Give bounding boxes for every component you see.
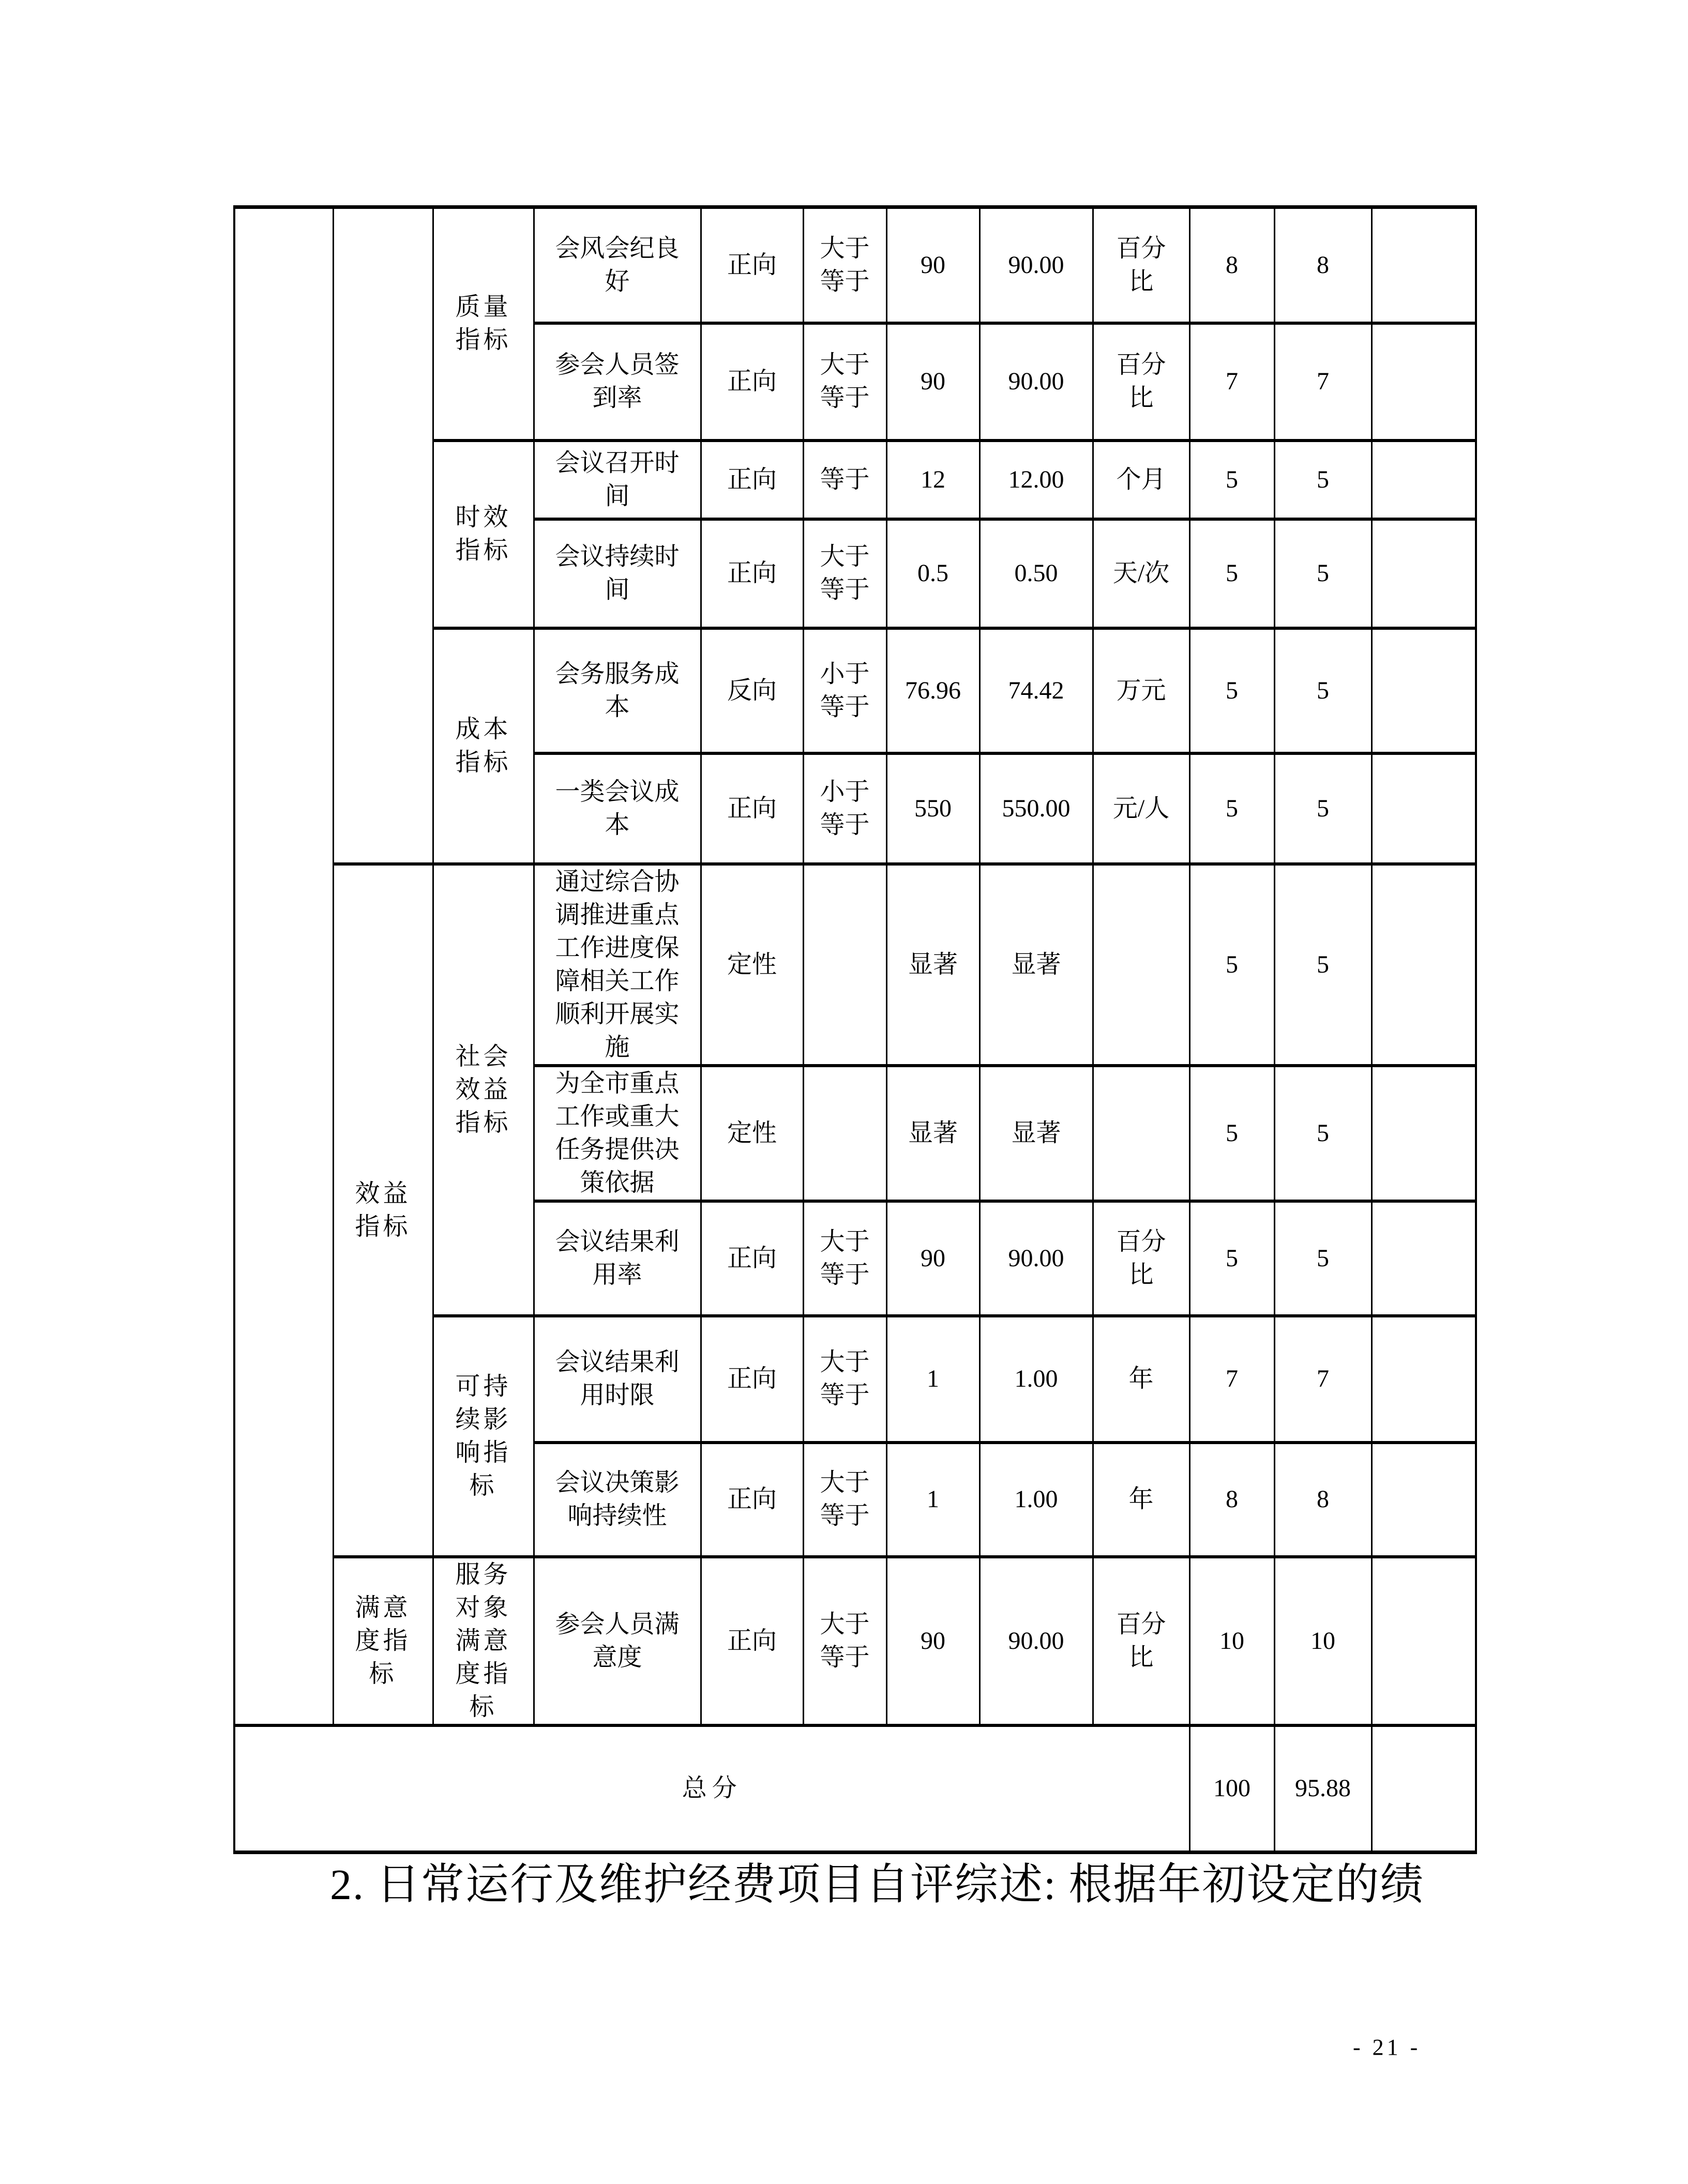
indicator-name-cell: 会议结果利用率 (534, 1201, 701, 1316)
indicator-name-cell: 一类会议成本 (534, 753, 701, 864)
direction-cell: 正向 (701, 1201, 803, 1316)
target-value-cell: 76.96 (886, 628, 979, 753)
direction-cell: 正向 (701, 207, 803, 323)
unit-cell: 百分比 (1093, 323, 1189, 441)
weight-cell: 5 (1189, 628, 1274, 753)
compare-cell: 大于等于 (803, 519, 886, 628)
unit-cell: 元/人 (1093, 753, 1189, 864)
remark-cell (1372, 441, 1476, 519)
direction-cell: 正向 (701, 323, 803, 441)
unit-cell (1093, 864, 1189, 1066)
actual-value-cell: 1.00 (979, 1443, 1093, 1557)
category-benefit-cell: 效益指标 (333, 864, 433, 1557)
actual-value-cell: 90.00 (979, 207, 1093, 323)
category-cost-cell: 成本指标 (433, 628, 534, 864)
actual-value-cell: 0.50 (979, 519, 1093, 628)
unit-cell: 年 (1093, 1443, 1189, 1557)
remark-cell (1372, 1316, 1476, 1443)
unit-cell: 百分比 (1093, 1557, 1189, 1725)
compare-cell: 大于等于 (803, 207, 886, 323)
score-cell: 5 (1274, 1066, 1372, 1201)
score-cell: 10 (1274, 1557, 1372, 1725)
remark-cell (1372, 628, 1476, 753)
category-quality-cell: 质量指标 (433, 207, 534, 441)
unit-cell: 百分比 (1093, 207, 1189, 323)
left-margin-cell (234, 207, 333, 1725)
performance-indicator-table (233, 205, 1477, 1854)
target-value-cell: 显著 (886, 864, 979, 1066)
weight-cell: 5 (1189, 1066, 1274, 1201)
category-satisfaction-cell: 满意度指标 (333, 1557, 433, 1725)
weight-cell: 5 (1189, 753, 1274, 864)
unit-cell: 万元 (1093, 628, 1189, 753)
remark-cell (1372, 864, 1476, 1066)
target-value-cell: 90 (886, 323, 979, 441)
indicator-name-cell: 会议召开时间 (534, 441, 701, 519)
compare-cell: 小于等于 (803, 628, 886, 753)
target-value-cell: 90 (886, 207, 979, 323)
weight-cell: 5 (1189, 441, 1274, 519)
score-cell: 5 (1274, 1201, 1372, 1316)
category-sustainable-impact-cell: 可持续影响指标 (433, 1316, 534, 1557)
remark-cell (1372, 1066, 1476, 1201)
actual-value-cell: 90.00 (979, 1557, 1093, 1725)
unit-cell: 百分比 (1093, 1201, 1189, 1316)
category-service-object-satisfaction-cell: 服务对象满意度指标 (433, 1557, 534, 1725)
actual-value-cell: 90.00 (979, 323, 1093, 441)
direction-cell: 正向 (701, 1557, 803, 1725)
remark-cell (1372, 1725, 1476, 1853)
indicator-name-cell: 会议决策影响持续性 (534, 1443, 701, 1557)
compare-cell (803, 1066, 886, 1201)
compare-cell (803, 864, 886, 1066)
score-cell: 5 (1274, 864, 1372, 1066)
score-cell: 8 (1274, 1443, 1372, 1557)
target-value-cell: 显著 (886, 1066, 979, 1201)
unit-cell: 个月 (1093, 441, 1189, 519)
category-timeliness-cell: 时效指标 (433, 441, 534, 628)
indicator-name-cell: 会务服务成本 (534, 628, 701, 753)
output-section-cell (333, 207, 433, 864)
target-value-cell: 0.5 (886, 519, 979, 628)
weight-cell: 5 (1189, 864, 1274, 1066)
table-row-total (234, 1725, 1476, 1853)
target-value-cell: 1 (886, 1443, 979, 1557)
target-value-cell: 90 (886, 1557, 979, 1725)
score-cell: 7 (1274, 1316, 1372, 1443)
weight-cell: 7 (1189, 1316, 1274, 1443)
indicator-name-cell: 为全市重点工作或重大任务提供决策依据 (534, 1066, 701, 1201)
compare-cell: 大于等于 (803, 323, 886, 441)
score-cell: 5 (1274, 519, 1372, 628)
weight-cell: 5 (1189, 1201, 1274, 1316)
actual-value-cell: 74.42 (979, 628, 1093, 753)
direction-cell: 正向 (701, 441, 803, 519)
score-cell: 8 (1274, 207, 1372, 323)
remark-cell (1372, 1443, 1476, 1557)
remark-cell (1372, 753, 1476, 864)
indicator-name-cell: 通过综合协调推进重点工作进度保障相关工作顺利开展实施 (534, 864, 701, 1066)
total-label-cell: 总分 (234, 1725, 1189, 1853)
indicator-name-cell: 参会人员签到率 (534, 323, 701, 441)
direction-cell: 正向 (701, 1443, 803, 1557)
total-score-cell: 95.88 (1274, 1725, 1372, 1853)
self-evaluation-summary-text: 2. 日常运行及维护经费项目自评综述: 根据年初设定的绩 (330, 1861, 1425, 1909)
unit-cell: 年 (1093, 1316, 1189, 1443)
score-cell: 5 (1274, 628, 1372, 753)
weight-cell: 8 (1189, 207, 1274, 323)
weight-cell: 10 (1189, 1557, 1274, 1725)
compare-cell: 大于等于 (803, 1201, 886, 1316)
direction-cell: 反向 (701, 628, 803, 753)
remark-cell (1372, 1201, 1476, 1316)
weight-cell: 7 (1189, 323, 1274, 441)
compare-cell: 大于等于 (803, 1443, 886, 1557)
actual-value-cell: 1.00 (979, 1316, 1093, 1443)
actual-value-cell: 显著 (979, 864, 1093, 1066)
table-row (234, 207, 1476, 323)
direction-cell: 定性 (701, 1066, 803, 1201)
direction-cell: 正向 (701, 753, 803, 864)
actual-value-cell: 90.00 (979, 1201, 1093, 1316)
compare-cell: 大于等于 (803, 1557, 886, 1725)
actual-value-cell: 12.00 (979, 441, 1093, 519)
score-cell: 7 (1274, 323, 1372, 441)
target-value-cell: 1 (886, 1316, 979, 1443)
remark-cell (1372, 207, 1476, 323)
compare-cell: 等于 (803, 441, 886, 519)
target-value-cell: 12 (886, 441, 979, 519)
direction-cell: 定性 (701, 864, 803, 1066)
score-cell: 5 (1274, 753, 1372, 864)
table-row (234, 864, 1476, 1066)
remark-cell (1372, 323, 1476, 441)
actual-value-cell: 550.00 (979, 753, 1093, 864)
table-row (234, 1557, 1476, 1725)
compare-cell: 大于等于 (803, 1316, 886, 1443)
direction-cell: 正向 (701, 1316, 803, 1443)
category-social-benefit-cell: 社会效益指标 (433, 864, 534, 1316)
page-number: - 21 - (1353, 2035, 1421, 2060)
indicator-name-cell: 会风会纪良好 (534, 207, 701, 323)
score-cell: 5 (1274, 441, 1372, 519)
weight-cell: 8 (1189, 1443, 1274, 1557)
remark-cell (1372, 1557, 1476, 1725)
total-weight-cell: 100 (1189, 1725, 1274, 1853)
weight-cell: 5 (1189, 519, 1274, 628)
compare-cell: 小于等于 (803, 753, 886, 864)
unit-cell (1093, 1066, 1189, 1201)
target-value-cell: 90 (886, 1201, 979, 1316)
unit-cell: 天/次 (1093, 519, 1189, 628)
target-value-cell: 550 (886, 753, 979, 864)
indicator-name-cell: 会议持续时间 (534, 519, 701, 628)
actual-value-cell: 显著 (979, 1066, 1093, 1201)
remark-cell (1372, 519, 1476, 628)
indicator-name-cell: 会议结果利用时限 (534, 1316, 701, 1443)
direction-cell: 正向 (701, 519, 803, 628)
indicator-name-cell: 参会人员满意度 (534, 1557, 701, 1725)
